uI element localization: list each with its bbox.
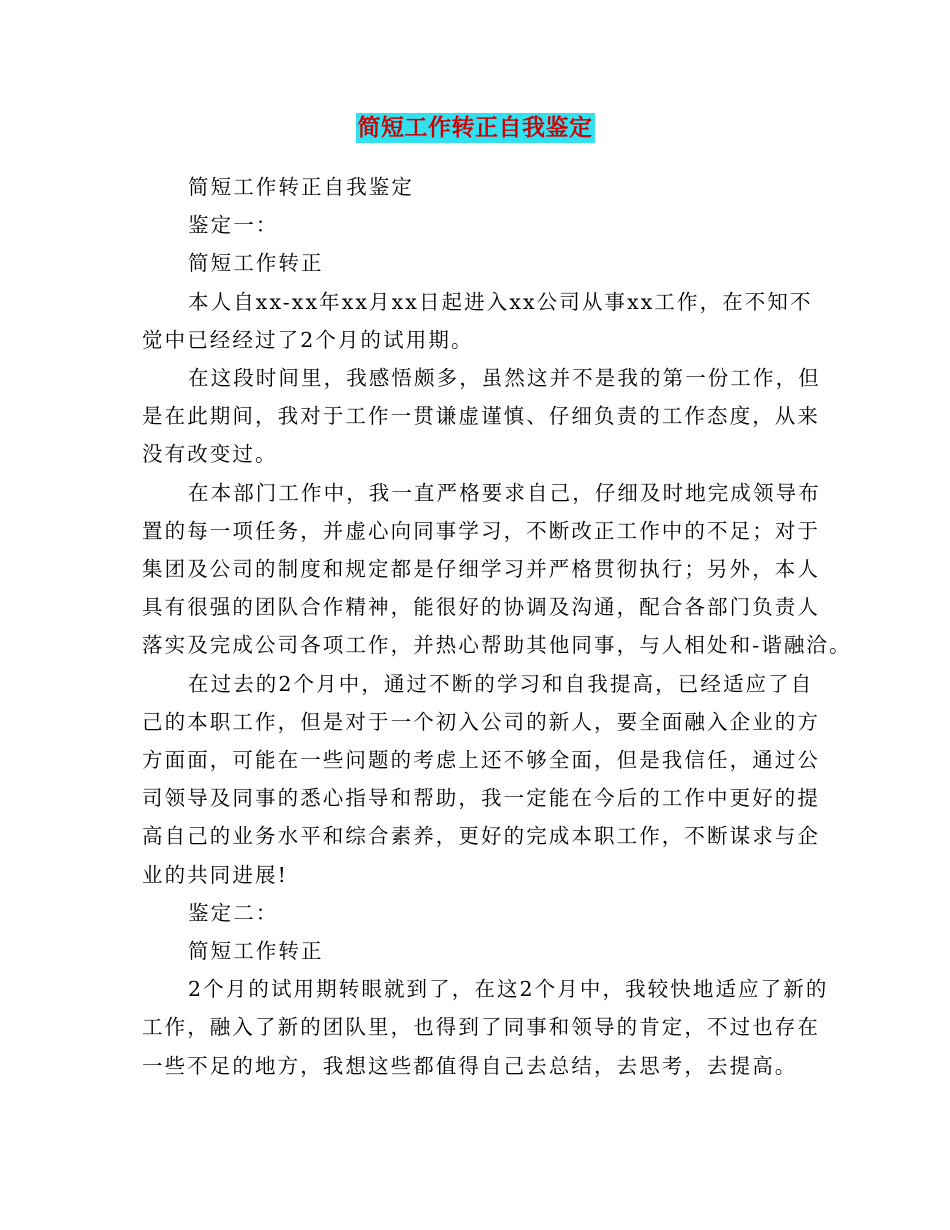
document-line: 觉中已经经过了2个月的试用期。 <box>142 327 474 352</box>
document-line: 鉴定一： <box>188 213 279 238</box>
document-line: 工作，融入了新的团队里，也得到了同事和领导的肯定，不过也存在 <box>142 1015 820 1040</box>
document-line: 高自己的业务水平和综合素养，更好的完成本职工作，不断谋求与企 <box>142 824 820 849</box>
document-line: 方面面，可能在一些问题的考虑上还不够全面，但是我信任，通过公 <box>142 748 820 773</box>
document-line: 在过去的2个月中，通过不断的学习和自我提高，已经适应了自 <box>188 671 814 696</box>
document-line: 一些不足的地方，我想这些都值得自己去总结，去思考，去提高。 <box>142 1053 798 1078</box>
document-line: 业的共同进展! <box>142 862 288 887</box>
document-line: 集团及公司的制度和规定都是仔细学习并严格贯彻执行；另外，本人 <box>142 557 820 582</box>
document-line: 司领导及同事的悉心指导和帮助，我一定能在今后的工作中更好的提 <box>142 786 820 811</box>
document-line: 没有改变过。 <box>142 442 278 467</box>
document-body <box>142 168 852 1085</box>
document-line: 鉴定二： <box>188 900 279 925</box>
document-line: 在本部门工作中，我一直严格要求自己，仔细及时地完成领导布 <box>188 480 821 505</box>
title-container <box>0 113 950 143</box>
document-line: 简短工作转正 <box>188 251 324 276</box>
document-line: 落实及完成公司各项工作，并热心帮助其他同事，与人相处和-谐融洽。 <box>142 633 852 658</box>
document-line: 2个月的试用期转眼就到了，在这2个月中，我较快地适应了新的 <box>188 977 829 1002</box>
document-line: 简短工作转正自我鉴定 <box>188 175 414 199</box>
document-line: 己的本职工作，但是对于一个初入公司的新人，要全面融入企业的方 <box>142 709 820 734</box>
document-line: 简短工作转正 <box>188 939 324 964</box>
document-line: 是在此期间，我对于工作一贯谦虚谨慎、仔细负责的工作态度，从来 <box>142 404 820 429</box>
document-line: 置的每一项任务，并虚心向同事学习，不断改正工作中的不足；对于 <box>142 518 820 543</box>
document-line: 本人自xx-xx年xx月xx日起进入xx公司从事xx工作，在不知不 <box>188 289 813 314</box>
document-line: 具有很强的团队合作精神，能很好的协调及沟通，配合各部门负责人 <box>142 595 820 620</box>
document-line: 在这段时间里，我感悟颇多，虽然这并不是我的第一份工作，但 <box>188 366 821 391</box>
document-title: 简短工作转正自我鉴定 <box>357 115 593 141</box>
